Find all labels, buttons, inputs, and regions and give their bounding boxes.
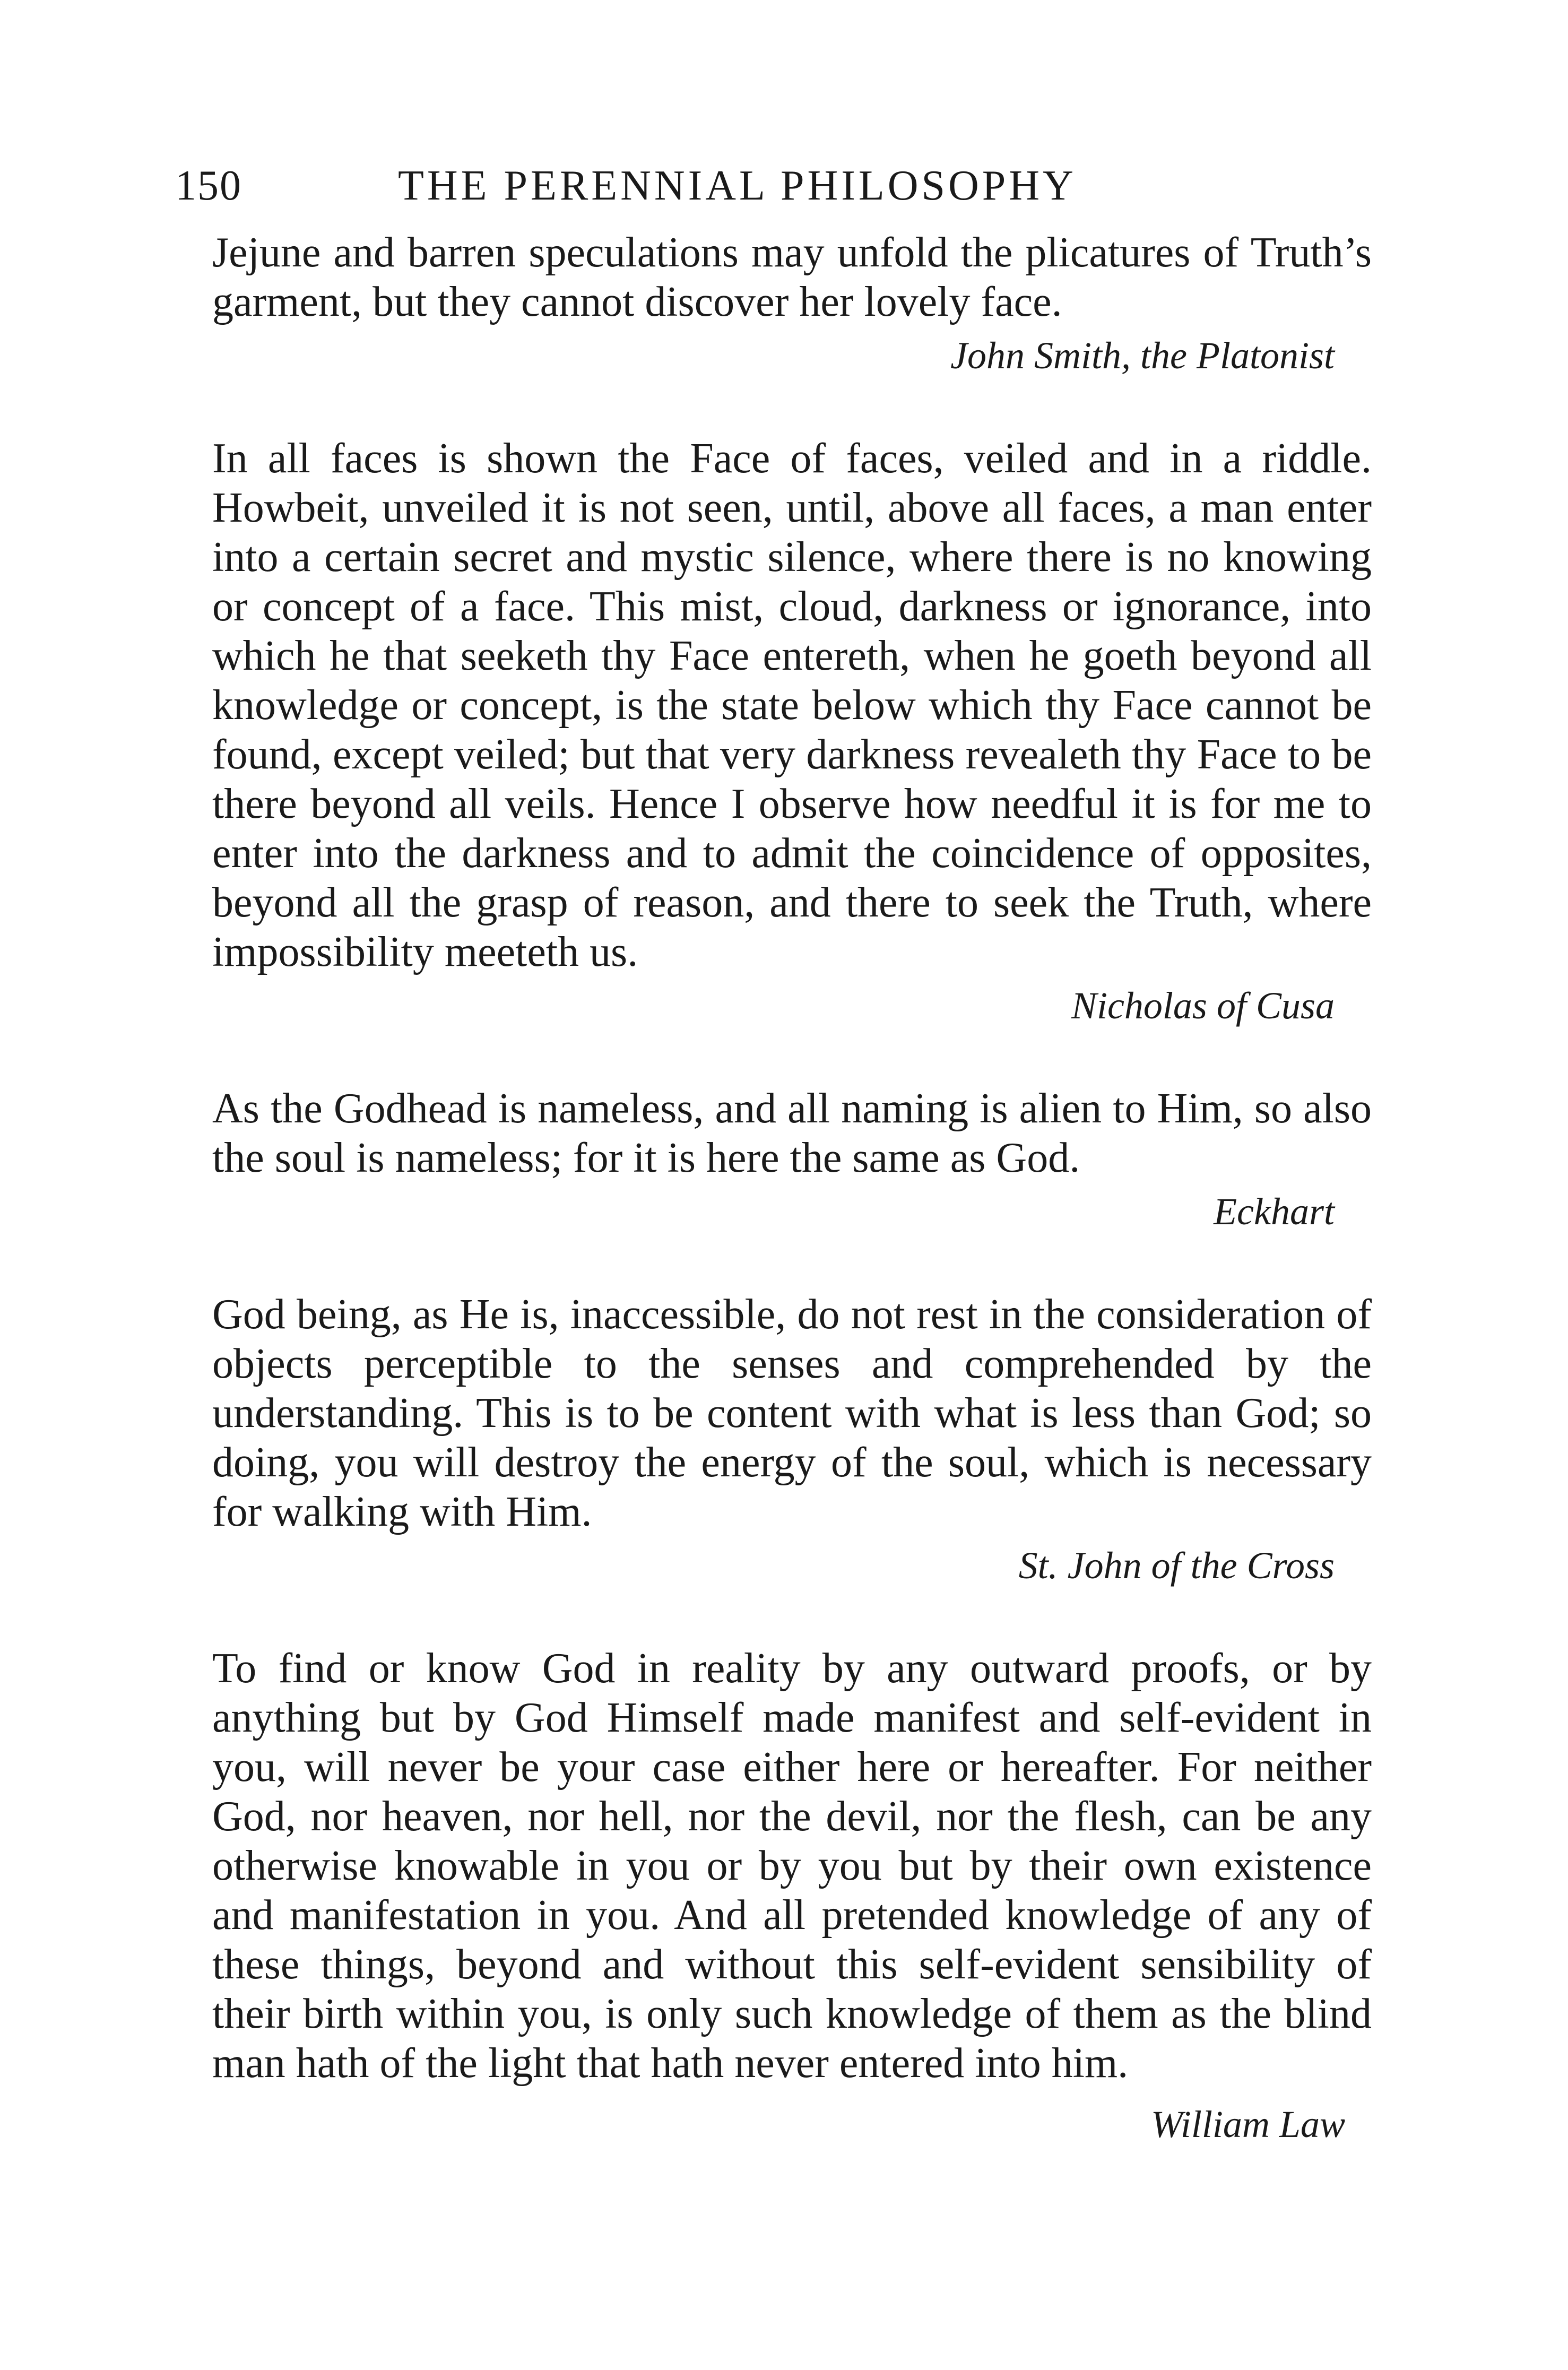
quote-text: Jejune and barren speculations may unfold the plicatures of Truth’s garment, but they cannot discover her lovely face. (212, 229, 1372, 325)
quote-text: As the Godhead is nameless, and all naming is alien to Him, so also the soul is nameless; for it is here the same as God. (212, 1085, 1372, 1181)
quote-text: In all faces is shown the Face of faces, veiled and in a riddle. Howbeit, unveiled it is not seen, until, above all faces, a man enter into a certain secret and mystic silence, where there is no knowing or concept of a face. This mist, cloud, darkness or ignorance, into which he that seeketh thy Face entereth, when he goeth beyond all knowledge or concept, is the state below which thy Face cannot be found, except veiled; but that very darkness revealeth thy Face to be there beyond all veils. Hence I observe how needful it is for me to enter into the darkness and to admit the coincidence of opposites, beyond all the grasp of reason, and there to seek the Truth, where impossibility meeteth us. (212, 435, 1372, 975)
page-content (212, 228, 1372, 2150)
quote-text: To find or know God in reality by any outward proofs, or by anything but by God Himself made manifest and self-evident in you, will never be your case either here or hereafter. For neither God, nor heaven, nor hell, nor the devil, nor the flesh, can be any otherwise knowable in you or by you but by their own existence and manifestation in you. And all pretended knowledge of any of these things, beyond and without this self-evident sensibility of their birth within you, is only such knowledge of them as the blind man hath of the light that hath never entered into him. (212, 1645, 1372, 2087)
quote-attribution: John Smith, the Platonist (950, 334, 1335, 377)
quote-text: God being, as He is, inaccessible, do not rest in the consideration of objects perceptible to the senses and comprehended by the understanding. This is to be content with what is less than God; so doing, you will destroy the energy of the soul, which is necessary for walking with Him. (212, 1291, 1372, 1535)
quote-block (212, 228, 1372, 381)
quote-attribution: St. John of the Cross (1018, 1544, 1335, 1587)
quote-attribution: William Law (1150, 2103, 1345, 2146)
quote-block (212, 434, 1372, 1031)
quote-block (212, 1290, 1372, 1591)
quote-attribution: Nicholas of Cusa (1071, 984, 1335, 1027)
quote-block (212, 1084, 1372, 1237)
page-header (175, 159, 1385, 212)
quote-block (212, 1644, 1372, 2150)
running-head: THE PERENNIAL PHILOSOPHY (398, 162, 1077, 209)
quote-attribution: Eckhart (1214, 1190, 1335, 1233)
page-number: 150 (175, 162, 242, 209)
